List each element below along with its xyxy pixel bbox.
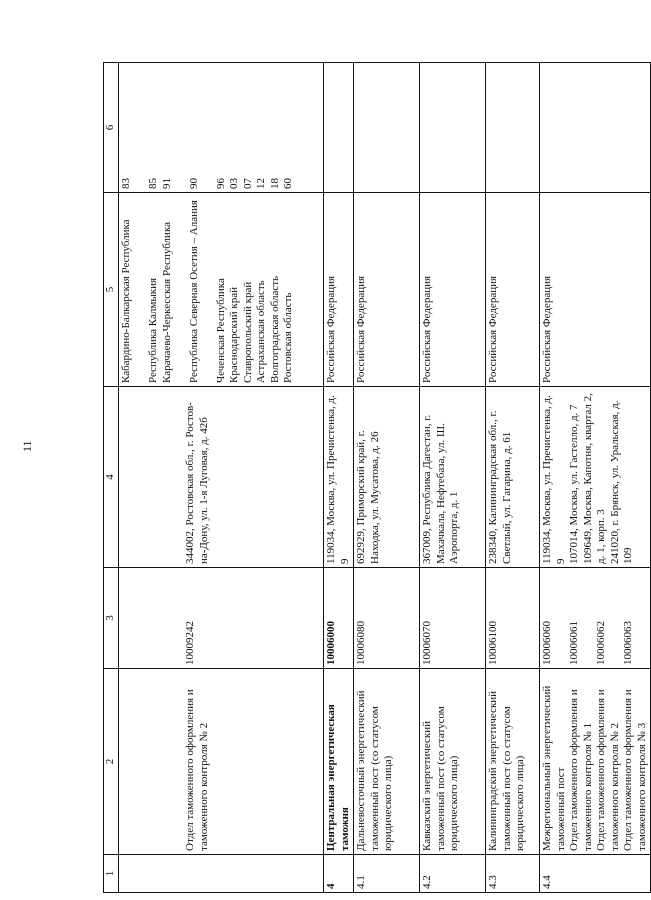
region-code: 60 [282, 178, 294, 189]
unit-name: Дальневосточный энергетический таможенный пост (со статусом юридического лица) [354, 669, 420, 855]
table-row [420, 63, 486, 893]
region-code: 85 [147, 178, 159, 189]
region-code [354, 63, 420, 193]
region-name: Чеченская Республика [214, 278, 227, 383]
header-cell: 1 [104, 855, 119, 893]
region-code: 07 [241, 178, 254, 189]
customs-table [103, 62, 651, 893]
region-list [119, 193, 324, 387]
unit-address: 107014, Москва, ул. Гастелло, д. 7 [568, 404, 580, 564]
region-code [486, 63, 540, 193]
row-number: 4.1 [354, 855, 420, 893]
unit-address: 238340, Калининградская обл., г. Светлый, ул. Гагарина, д. 61 [486, 387, 540, 568]
unit-address: 241020, г. Брянск, ул. Уральская, д. 109 [608, 400, 634, 564]
header-cell: 2 [104, 669, 119, 855]
continuation-row [119, 63, 324, 893]
unit-address: 119034, Москва, ул. Пречистенка, д. 9 [541, 395, 567, 564]
unit-code: 10006100 [486, 568, 540, 669]
unit-name: Отдел таможенного оформления и таможенного контроля № 2 [595, 689, 621, 851]
row-number: 4 [324, 855, 354, 893]
region-code: 91 [160, 178, 173, 189]
row-number: 4.3 [486, 855, 540, 893]
unit-name: Отдел таможенного оформления и таможенного контроля № 2 [119, 669, 324, 855]
unit-address: 692929, Приморский край, г. Находка, ул. Мусатова, д. 26 [354, 387, 420, 568]
region-code-list [119, 63, 324, 193]
header-cell: 3 [104, 568, 119, 669]
rotated-table-container [103, 63, 648, 893]
region-name: Республика Калмыкия [147, 277, 159, 383]
region-name: Российская Федерация [354, 193, 420, 387]
region-code [540, 63, 651, 193]
region-code: 12 [255, 178, 267, 189]
region-name: Карачаево-Черкесская Республика [160, 222, 173, 383]
table-row [486, 63, 540, 893]
unit-name: Отдел таможенного оформления и таможенного контроля № 3 [622, 689, 648, 851]
region-name: Российская Федерация [420, 193, 486, 387]
row-number [119, 855, 324, 893]
region-name: Волгоградская область [268, 275, 281, 383]
unit-address: 109649, Москва, Капотня, квартал 2, д. 1, корп. 3 [581, 393, 607, 564]
region-code [420, 63, 486, 193]
header-cell: 6 [104, 63, 119, 193]
table-row [324, 63, 354, 893]
unit-name: Центральная энергетическая таможня [324, 669, 354, 855]
region-name: Кабардино-Балкарская Республика [120, 219, 132, 383]
header-cell: 5 [104, 193, 119, 387]
unit-code: 10006070 [420, 568, 486, 669]
unit-address-list [540, 387, 651, 568]
header-cell: 4 [104, 387, 119, 568]
region-code: 03 [228, 178, 240, 189]
unit-code: 10009242 [119, 568, 324, 669]
unit-code: 10006062 [595, 621, 607, 665]
region-name: Ростовская область [282, 292, 294, 383]
region-code: 96 [214, 178, 227, 189]
unit-code: 10006000 [324, 568, 354, 669]
region-code: 90 [187, 178, 200, 189]
region-name: Ставропольский край [241, 281, 254, 383]
region-name: Астраханская область [255, 280, 267, 383]
header-row [104, 63, 119, 893]
unit-name: Межрегиональный энергетический таможенный пост [541, 685, 567, 851]
row-number: 4.2 [420, 855, 486, 893]
row-number: 4.4 [540, 855, 651, 893]
unit-name: Кавказский энергетический таможенный пост (со статусом юридического лица) [420, 669, 486, 855]
unit-address: 119034, Москва, ул. Пречистенка, д. 9 [324, 387, 354, 568]
region-name: Республика Северная Осетия – Алания [187, 200, 200, 383]
table-row [354, 63, 420, 893]
unit-code-list [540, 568, 651, 669]
unit-address: 344002, Ростовская обл., г. Ростов-на-Дону, ул. 1-я Луговая, д. 42б [119, 387, 324, 568]
unit-code: 10006080 [354, 568, 420, 669]
unit-code: 10006060 [541, 621, 553, 665]
region-name: Российская Федерация [540, 193, 651, 387]
unit-name: Калининградский энергетический таможенный пост (со статусом юридического лица) [486, 669, 540, 855]
unit-name: Отдел таможенного оформления и таможенного контроля № 1 [568, 689, 594, 851]
region-code: 18 [268, 178, 281, 189]
region-name: Российская Федерация [324, 193, 354, 387]
unit-code: 10006063 [622, 621, 634, 665]
unit-code: 10006061 [568, 621, 580, 665]
region-name: Российская Федерация [486, 193, 540, 387]
region-name: Краснодарский край [228, 286, 240, 383]
unit-address: 367009, Республика Дагестан, г. Махачкала, Нефтебаза, ул. Ш. Аэропорта, д. 1 [420, 387, 486, 568]
region-code: 83 [120, 178, 132, 189]
region-code [324, 63, 354, 193]
unit-name-list [540, 669, 651, 855]
page-number: 11 [20, 440, 34, 452]
table-row [540, 63, 651, 893]
